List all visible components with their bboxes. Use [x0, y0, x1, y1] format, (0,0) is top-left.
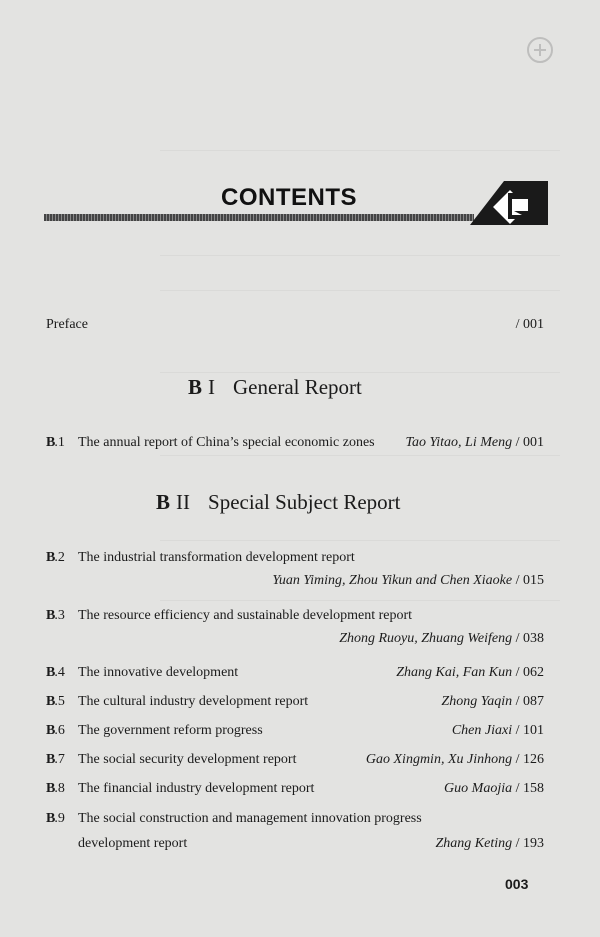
- entry-code: B.8: [46, 781, 65, 796]
- entry-title: The government reform progress: [78, 723, 263, 738]
- entry-code: B.4: [46, 665, 65, 680]
- entry-code: B.6: [46, 723, 65, 738]
- preface-label: Preface: [46, 317, 88, 332]
- bleed-line: [160, 290, 560, 291]
- entry-author-page: Chen Jiaxi / 101: [451, 723, 544, 738]
- bleed-line: [160, 600, 560, 601]
- page-title: CONTENTS: [221, 184, 357, 211]
- section-code: B: [188, 375, 201, 399]
- header-rule: [44, 214, 474, 221]
- page-number: 003: [505, 876, 529, 892]
- entry-author-page: Yuan Yiming, Zhou Yikun and Chen Xiaoke / 015: [272, 573, 544, 588]
- entry-author-page: Zhong Ruoyu, Zhuang Weifeng / 038: [339, 631, 544, 646]
- publisher-logo-icon: [520, 30, 560, 80]
- entry-code: B.2: [46, 550, 65, 565]
- section-title: Special Subject Report: [208, 490, 401, 514]
- bleed-line: [160, 372, 560, 373]
- entry-title: The annual report of China’s special economic zones: [78, 435, 375, 450]
- entry-title-continued: development report: [78, 836, 188, 851]
- section-numeral: II: [176, 490, 191, 514]
- preface-page: / 001: [515, 317, 544, 332]
- entry-code: B.5: [46, 694, 65, 709]
- section-heading-special: [156, 490, 400, 515]
- section-code: B: [156, 490, 169, 514]
- section-heading-general: [188, 375, 362, 400]
- entry-author-page: Gao Xingmin, Xu Jinhong / 126: [365, 752, 544, 767]
- entry-title: The financial industry development report: [78, 781, 315, 796]
- entry-title: The industrial transformation development report: [78, 550, 355, 565]
- entry-author-page: Tao Yitao, Li Meng / 001: [405, 435, 544, 450]
- section-title: General Report: [233, 375, 362, 399]
- entry-code: B.9: [46, 811, 65, 826]
- entry-title: The innovative development: [78, 665, 239, 680]
- entry-title: The social construction and management innovation progress: [78, 811, 422, 826]
- section-numeral: I: [208, 375, 216, 399]
- entry-code: B.3: [46, 608, 65, 623]
- bleed-line: [160, 540, 560, 541]
- entry-title: The social security development report: [78, 752, 297, 767]
- chevron-wedge-icon: [452, 181, 548, 225]
- entry-title: The resource efficiency and sustainable development report: [78, 608, 413, 623]
- bleed-line: [160, 255, 560, 256]
- entry-code: B.1: [46, 435, 65, 450]
- bleed-line: [160, 455, 560, 456]
- entry-code: B.7: [46, 752, 65, 767]
- entry-author-page: Zhang Keting / 193: [435, 836, 544, 851]
- entry-author-page: Guo Maojia / 158: [444, 781, 544, 796]
- entry-author-page: Zhang Kai, Fan Kun / 062: [396, 665, 544, 680]
- bleed-line: [160, 150, 560, 151]
- entry-title: The cultural industry development report: [78, 694, 309, 709]
- entry-author-page: Zhong Yaqin / 087: [441, 694, 544, 709]
